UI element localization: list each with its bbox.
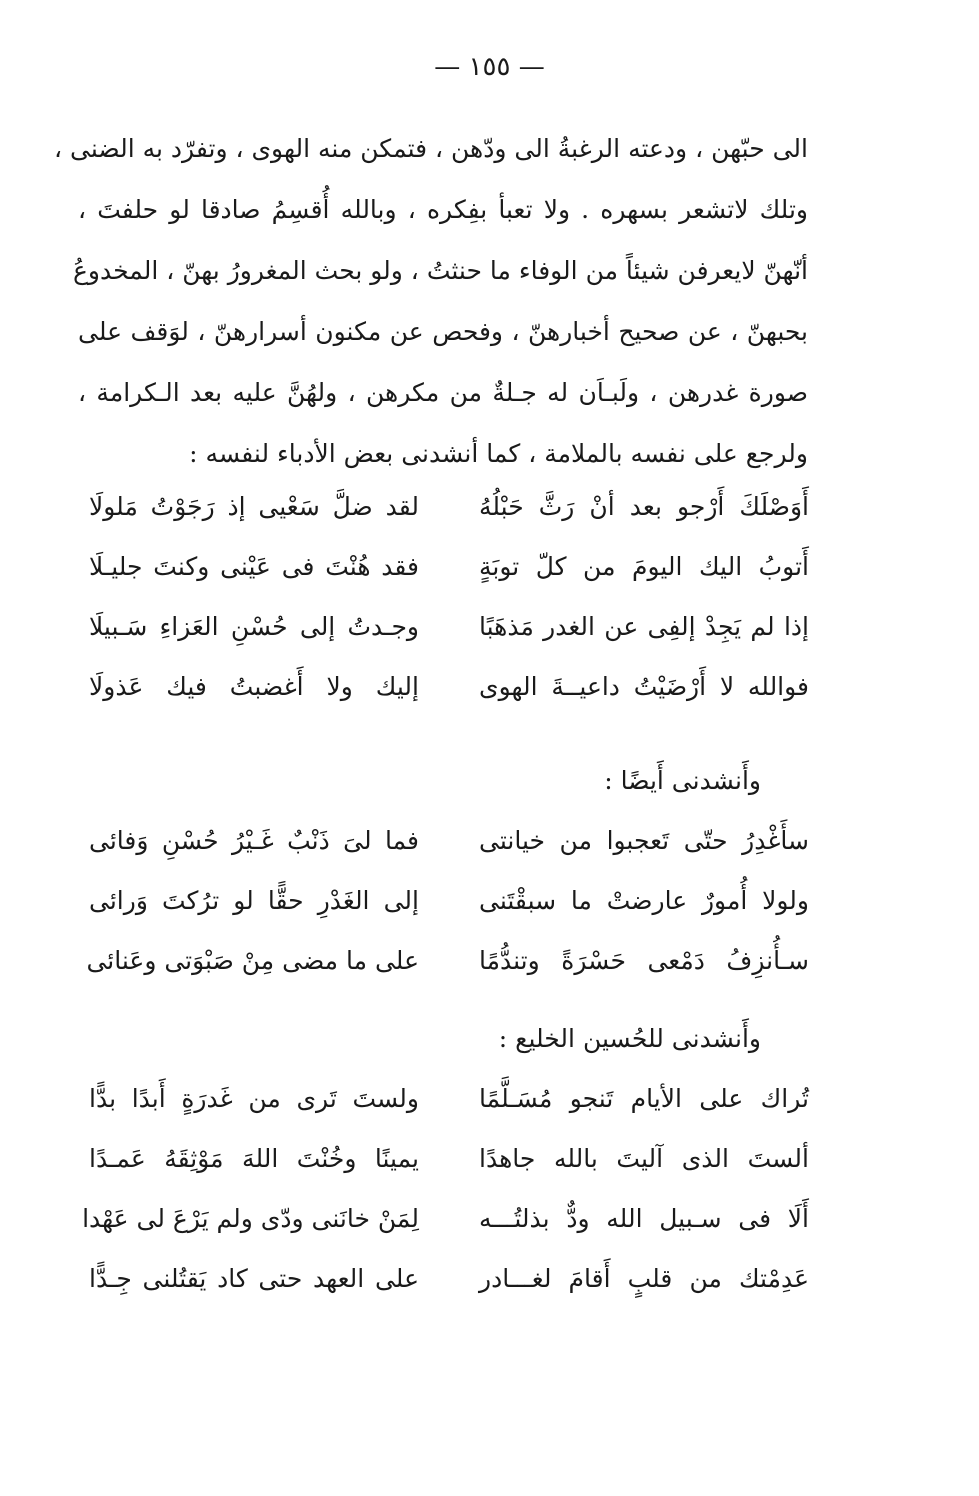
verse bbox=[0, 946, 979, 1006]
verse-second-hemistich: ولستَ تَرى من غَدرَةٍ أَبدًا بدًّا bbox=[89, 1084, 419, 1113]
verse-second-hemistich: على ما مضى مِنْ صَبْوَتى وعَنائى bbox=[86, 946, 419, 975]
verse-first-hemistich: أَوَصْلَكَ أَرْجو بعد أنْ رَثَّ حَبْلُهُ bbox=[479, 492, 809, 521]
verse bbox=[0, 886, 979, 946]
verse bbox=[0, 672, 979, 732]
verse-first-hemistich: سأَغْدِرُ حتّى تَعجبوا من خيانتى bbox=[479, 826, 809, 855]
poem-3 bbox=[0, 1084, 979, 1324]
verse-first-hemistich: أَلَا فى سـبيل الله ودٌّ بذلتُـــه bbox=[479, 1204, 809, 1233]
verse bbox=[0, 612, 979, 672]
verse-second-hemistich: يمينًا وخُنْتَ اللهَ مَوْثِقَهُ عَمـدًا bbox=[89, 1144, 419, 1173]
poem-intro: وأَنشدنى أَيضًا : bbox=[604, 766, 761, 795]
poem-1 bbox=[0, 492, 979, 732]
prose-line: صورة غدرهن ، ولَبـاَن له جـلةٌ من مكرهن ، ولهُنَّ عليه بعد الـكرامة ، bbox=[78, 378, 808, 407]
verse-second-hemistich: وجـدتُ إلى حُسْنِ العَزاءِ سَـبيلَا bbox=[89, 612, 419, 641]
verse-first-hemistich: أَتوبُ اليك اليومَ من كلّ توبَةٍ bbox=[479, 552, 809, 581]
verse-second-hemistich: لِمَنْ خانَنى ودّى ولم يَرْعَ لى عَهْدا bbox=[82, 1204, 419, 1233]
page-number: — ١٥٥ — bbox=[434, 52, 545, 82]
verse-second-hemistich: فقد هُنْتَ فى عَيْنى وكنتَ جليـلَا bbox=[89, 552, 419, 581]
verse-first-hemistich: فوالله لا أَرْضَيْتُ داعيــةَ الهوى bbox=[479, 672, 809, 701]
prose-paragraph bbox=[54, 118, 808, 484]
verse bbox=[0, 1204, 979, 1264]
verse-second-hemistich: إليك ولا أَغضبتُ فيك عَذولَا bbox=[89, 672, 419, 701]
verse bbox=[0, 1144, 979, 1204]
verse-second-hemistich: لقد ضلَّ سَعْيى إذ رَجَوْتُ مَلولَا bbox=[89, 492, 419, 521]
verse bbox=[0, 1084, 979, 1144]
verse-second-hemistich: على العهد حتى كاد يَقتُلنى جِـدًّا bbox=[89, 1264, 419, 1293]
prose-line: وتلك لاتشعر بسهره . ولا تعبأ بفِكره ، وبالله أُقسِمُ صادقا لو حلفتَ ، bbox=[78, 195, 808, 224]
verse bbox=[0, 552, 979, 612]
prose-line: بحبهنّ ، عن صحيح أخبارهنّ ، وفحص عن مكنون أسرارهنّ ، لوَقف على bbox=[78, 317, 808, 346]
verse-first-hemistich: سـأُنزِفُ دَمْعى حَسْرَةً وتندُّمًا bbox=[479, 946, 809, 975]
verse bbox=[0, 492, 979, 552]
verse-first-hemistich: إذا لم يَجِدْ إلفِى عن الغدر مَذهَبًا bbox=[479, 612, 809, 641]
prose-line: ولرجع على نفسه بالملامة ، كما أنشدنى بعض الأدباء لنفسه : bbox=[189, 439, 808, 468]
verse bbox=[0, 826, 979, 886]
verse-first-hemistich: تُراك على الأيام تَنجو مُسَـلَّمًا bbox=[479, 1084, 809, 1113]
verse-first-hemistich: ولولا أُمورٌ عارضتْ ما سبقْتَنى bbox=[479, 886, 809, 915]
verse-second-hemistich: فما لىَ ذَنْبٌ غَـيْرُ حُسْنِ وَفائى bbox=[89, 826, 419, 855]
prose-line: أنّهنّ لايعرفن شيئاً من الوفاء ما حنثتُ ، ولو بحث المغرورُ بهنّ ، المخدوعُ bbox=[73, 256, 808, 285]
poem-2 bbox=[0, 826, 979, 1006]
verse bbox=[0, 1264, 979, 1324]
verse-first-hemistich: ألستَ الذى آليتَ بالله جاهدًا bbox=[479, 1144, 809, 1173]
verse-first-hemistich: عَدِمْتك من قلبٍ أَقامَ لغـــادر bbox=[479, 1264, 809, 1293]
prose-line: الى حبّهن ، ودعته الرغبةُ الى ودّهن ، فتمكن منه الهوى ، وتفرّد به الضنى ، bbox=[54, 134, 808, 163]
poem-intro: وأَنشدنى للحُسين الخليع : bbox=[498, 1024, 761, 1053]
verse-second-hemistich: إلى الغَدْرِ حقًّا لو ترُكتَ وَرائى bbox=[89, 886, 419, 915]
